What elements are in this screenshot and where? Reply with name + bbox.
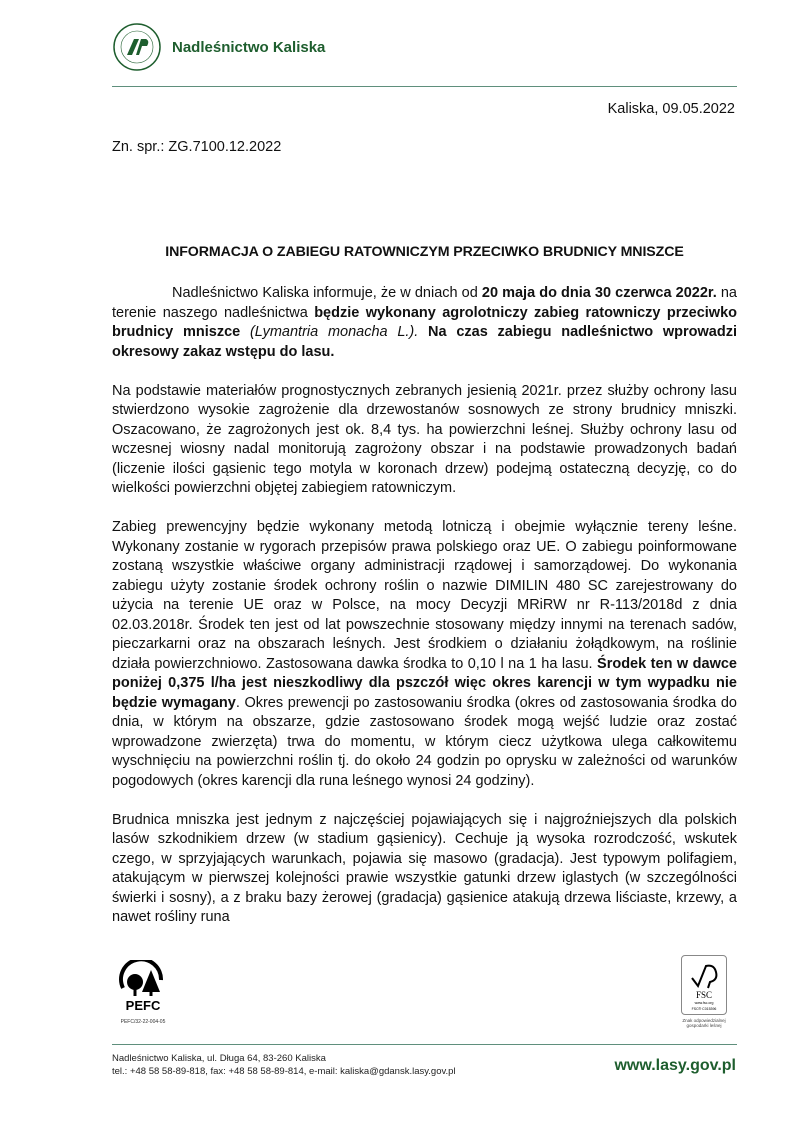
footer-divider (112, 1044, 737, 1045)
text: na terenie naszego nadleśnictwa (112, 285, 737, 321)
paragraph-forecast: Na podstawie materiałów prognostycznych zebranych jesienią 2021r. przez służby ochrony lasu stwierdzono wysokie zagrożenie dla drzewostanów sosnowych ze strony brudnicy mniszki. Oszacowano, że zagrożonych jest ok. 8,4 tys. ha powierzchni leśnej. Służby ochrony lasu od wczesnej wiosny nadal monitorują zagrożony obszar i na podstawie prowadzonych badań (liczenie ilości gąsienic tego motyla w koronach drzew) podejmą ostateczną decyzję, co do wielkości powierzchni objętej zabiegiem ratowniczym. (112, 382, 737, 496)
footer-address: Nadleśnictwo Kaliska, ul. Długa 64, 83-260 Kaliska (112, 1053, 326, 1064)
reference-number: Zn. spr.: ZG.7100.12.2022 (112, 139, 282, 155)
fsc-certification (680, 955, 728, 1028)
website-link[interactable]: www.lasy.gov.pl (614, 1057, 736, 1074)
footer-phone-email: tel.: +48 58 58-89-818, fax: +48 58 58-89-814, e-mail: kaliska@gdansk.lasy.gov.pl (112, 1066, 456, 1077)
document-body (112, 284, 737, 947)
text: Nadleśnictwo Kaliska informuje, że w dniach od (172, 285, 482, 301)
organization-name: Nadleśnictwo Kaliska (172, 38, 326, 56)
pefc-certification (113, 960, 173, 1025)
lasy-panstwowe-logo-icon (112, 22, 162, 72)
species-latin-name: (Lymantria monacha L.). (240, 324, 419, 340)
fsc-caption: Znak odpowiedzialnej gospodarki leśnej (682, 1018, 726, 1028)
paragraph-announcement (112, 284, 737, 362)
bees-safety-bold: Środek ten w dawce poniżej 0,375 l/ha jest nieszkodliwy dla pszczół więc okres karencji w tym wypadku nie będzie wymagany (112, 655, 737, 711)
footer-contact (112, 1052, 456, 1078)
entry-ban-bold: Na czas zabiegu nadleśnictwo wprowadzi okresowy zakaz wstępu do lasu. (112, 324, 737, 360)
letterhead (112, 22, 325, 72)
svg-text:www.fsc.org: www.fsc.org (694, 1001, 714, 1005)
paragraph-pest-description: Brudnica mniszka jest jednym z najczęściej pojawiających się i najgroźniejszych dla polskich lasów szkodnikiem drzew (w stadium gąsienicy). Cechuje ją wysoka rozrodczość, wskutek czego, w sprzyjających warunkach, pojawia się masowo (gradacja). Jest typowym polifagiem, atakującym w pierwszej kolejności prawie wszystkie gatunki drzew iglastych (w szczególności świerki i sosny), a z braku bazy żerowej (gradacja) gąsienice atakują drzewa liściaste, krzewy, a nawet rośliny runa (112, 811, 737, 925)
document-title: INFORMACJA O ZABIEGU RATOWNICZYM PRZECIWKO BRUDNICY MNISZCE (165, 244, 684, 260)
pefc-logo-icon (113, 960, 173, 1012)
svg-text:FSC: FSC (695, 990, 713, 1000)
fsc-tree-icon (682, 956, 726, 1014)
place-date: Kaliska, 09.05.2022 (607, 101, 735, 117)
paragraph-method (112, 518, 737, 791)
svg-text:FSC® C015396: FSC® C015396 (691, 1007, 717, 1011)
treatment-bold: będzie wykonany agrolotniczy zabieg ratowniczy przeciwko brudnicy mniszce (112, 304, 738, 340)
pefc-code: PEFC/32-22-004-05 (120, 1019, 166, 1025)
svg-text:PEFC: PEFC (125, 998, 161, 1012)
fsc-logo-box (681, 955, 727, 1015)
header-divider (112, 86, 737, 87)
text: Zabieg prewencyjny będzie wykonany metodą lotniczą i obejmie wyłącznie tereny leśne. Wykonany zostanie w rygorach przepisów prawa polskiego oraz UE. O zabiegu poinformowane zostaną wszystkie właściwe organy administracji rządowej i samorządowej. Do wykonania zabiegu użyty zostanie środek ochrony roślin o nazwie DIMILIN 480 SC zarejestrowany do użycia na terenie UE oraz w Polsce, na mocy Decyzji MRiRW nr R-113/2018d z dnia 02.03.2018r. Środek ten jest od lat powszechnie stosowany między innymi na terenach sadów, pieczarkarni oraz na obszarach leśnych. Jest środkiem o działaniu żołądkowym, na roślinie działa powierzchniowo. Zastosowana dawka środka to 0,10 l na 1 ha lasu. (112, 519, 737, 672)
dates-bold: 20 maja do dnia 30 czerwca 2022r. (481, 285, 717, 301)
text: . Okres prewencji po zastosowaniu środka (okres od zastosowania środka do dnia, w którym na obszarze, gdzie zastosowano środek mogą wejść ludzie oraz zostać wprowadzone zwierzęta) trwa do momentu, w którym ciecz użytkowa ulega całkowitemu wyschnięciu na powierzchni roślin tj. do około 24 godzin po oprysku w zależności od warunków pogodowych (okres karencji dla runa leśnego wynosi 24 godziny). (112, 694, 737, 789)
